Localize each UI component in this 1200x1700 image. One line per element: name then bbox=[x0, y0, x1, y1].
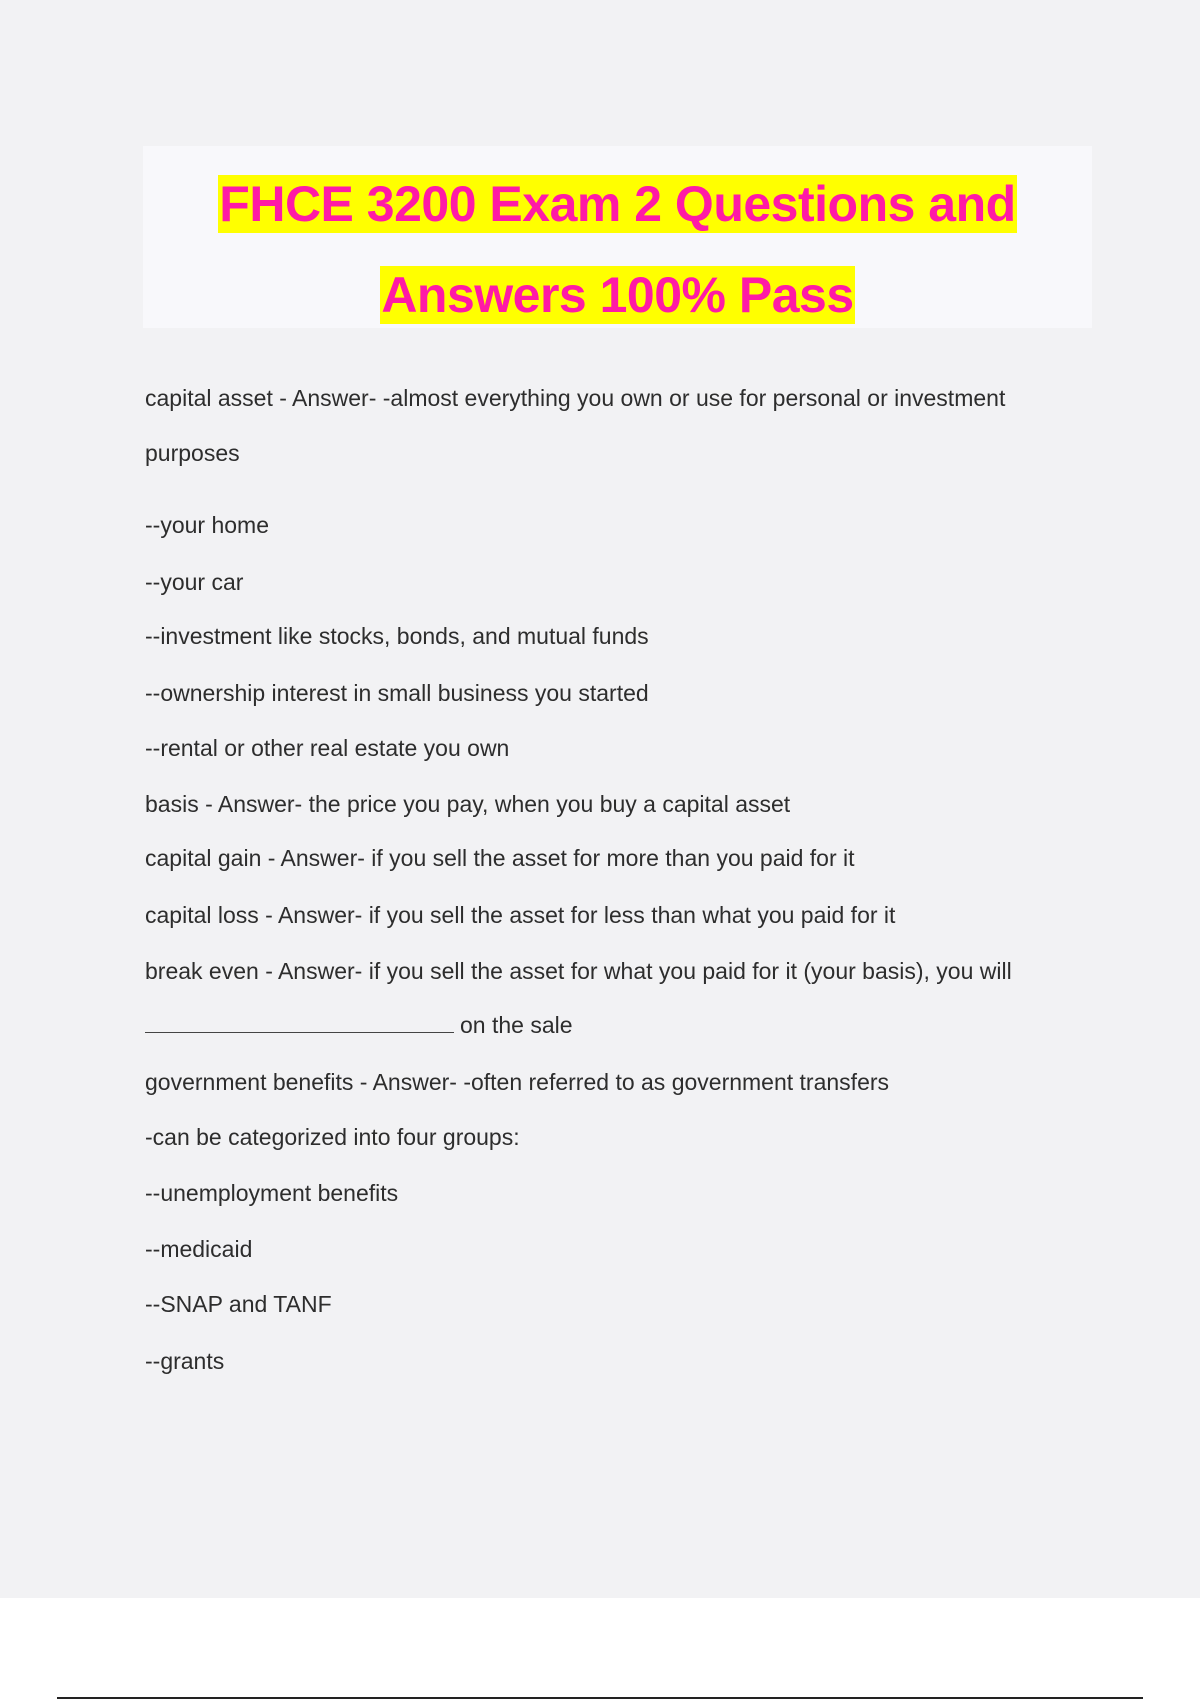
title-text-1: FHCE 3200 Exam 2 Questions and bbox=[219, 176, 1016, 232]
list-item: --unemployment benefits bbox=[145, 1180, 399, 1206]
title-block bbox=[143, 146, 1092, 328]
list-item: --medicaid bbox=[145, 1236, 253, 1262]
qa-line: break even - Answer- if you sell the asset for what you paid for it (your basis), you will bbox=[145, 958, 1012, 984]
fill-in-text: on the sale bbox=[460, 1012, 573, 1038]
title-text-2: Answers 100% Pass bbox=[381, 267, 854, 323]
list-item: --your home bbox=[145, 512, 269, 538]
list-item: --investment like stocks, bonds, and mutual funds bbox=[145, 623, 649, 649]
qa-line: capital gain - Answer- if you sell the asset for more than you paid for it bbox=[145, 845, 855, 871]
list-item: --your car bbox=[145, 569, 244, 595]
qa-line: capital loss - Answer- if you sell the asset for less than what you paid for it bbox=[145, 902, 896, 928]
title-line-1 bbox=[143, 175, 1092, 233]
fill-in-blank bbox=[145, 1010, 454, 1033]
list-item: --ownership interest in small business you started bbox=[145, 680, 649, 706]
list-item: --SNAP and TANF bbox=[145, 1291, 332, 1317]
answer-line: capital asset - Answer- -almost everything you own or use for personal or investment bbox=[145, 385, 1006, 411]
qa-line: government benefits - Answer- -often referred to as government transfers bbox=[145, 1069, 890, 1095]
title-line-2 bbox=[143, 266, 1092, 324]
list-item: -can be categorized into four groups: bbox=[145, 1124, 520, 1150]
list-item: --rental or other real estate you own bbox=[145, 735, 510, 761]
answer-line: purposes bbox=[145, 440, 240, 466]
list-item: --grants bbox=[145, 1348, 225, 1374]
qa-line: basis - Answer- the price you pay, when you buy a capital asset bbox=[145, 791, 791, 817]
footer-divider bbox=[57, 1697, 1143, 1699]
fill-in-line bbox=[145, 1010, 573, 1040]
